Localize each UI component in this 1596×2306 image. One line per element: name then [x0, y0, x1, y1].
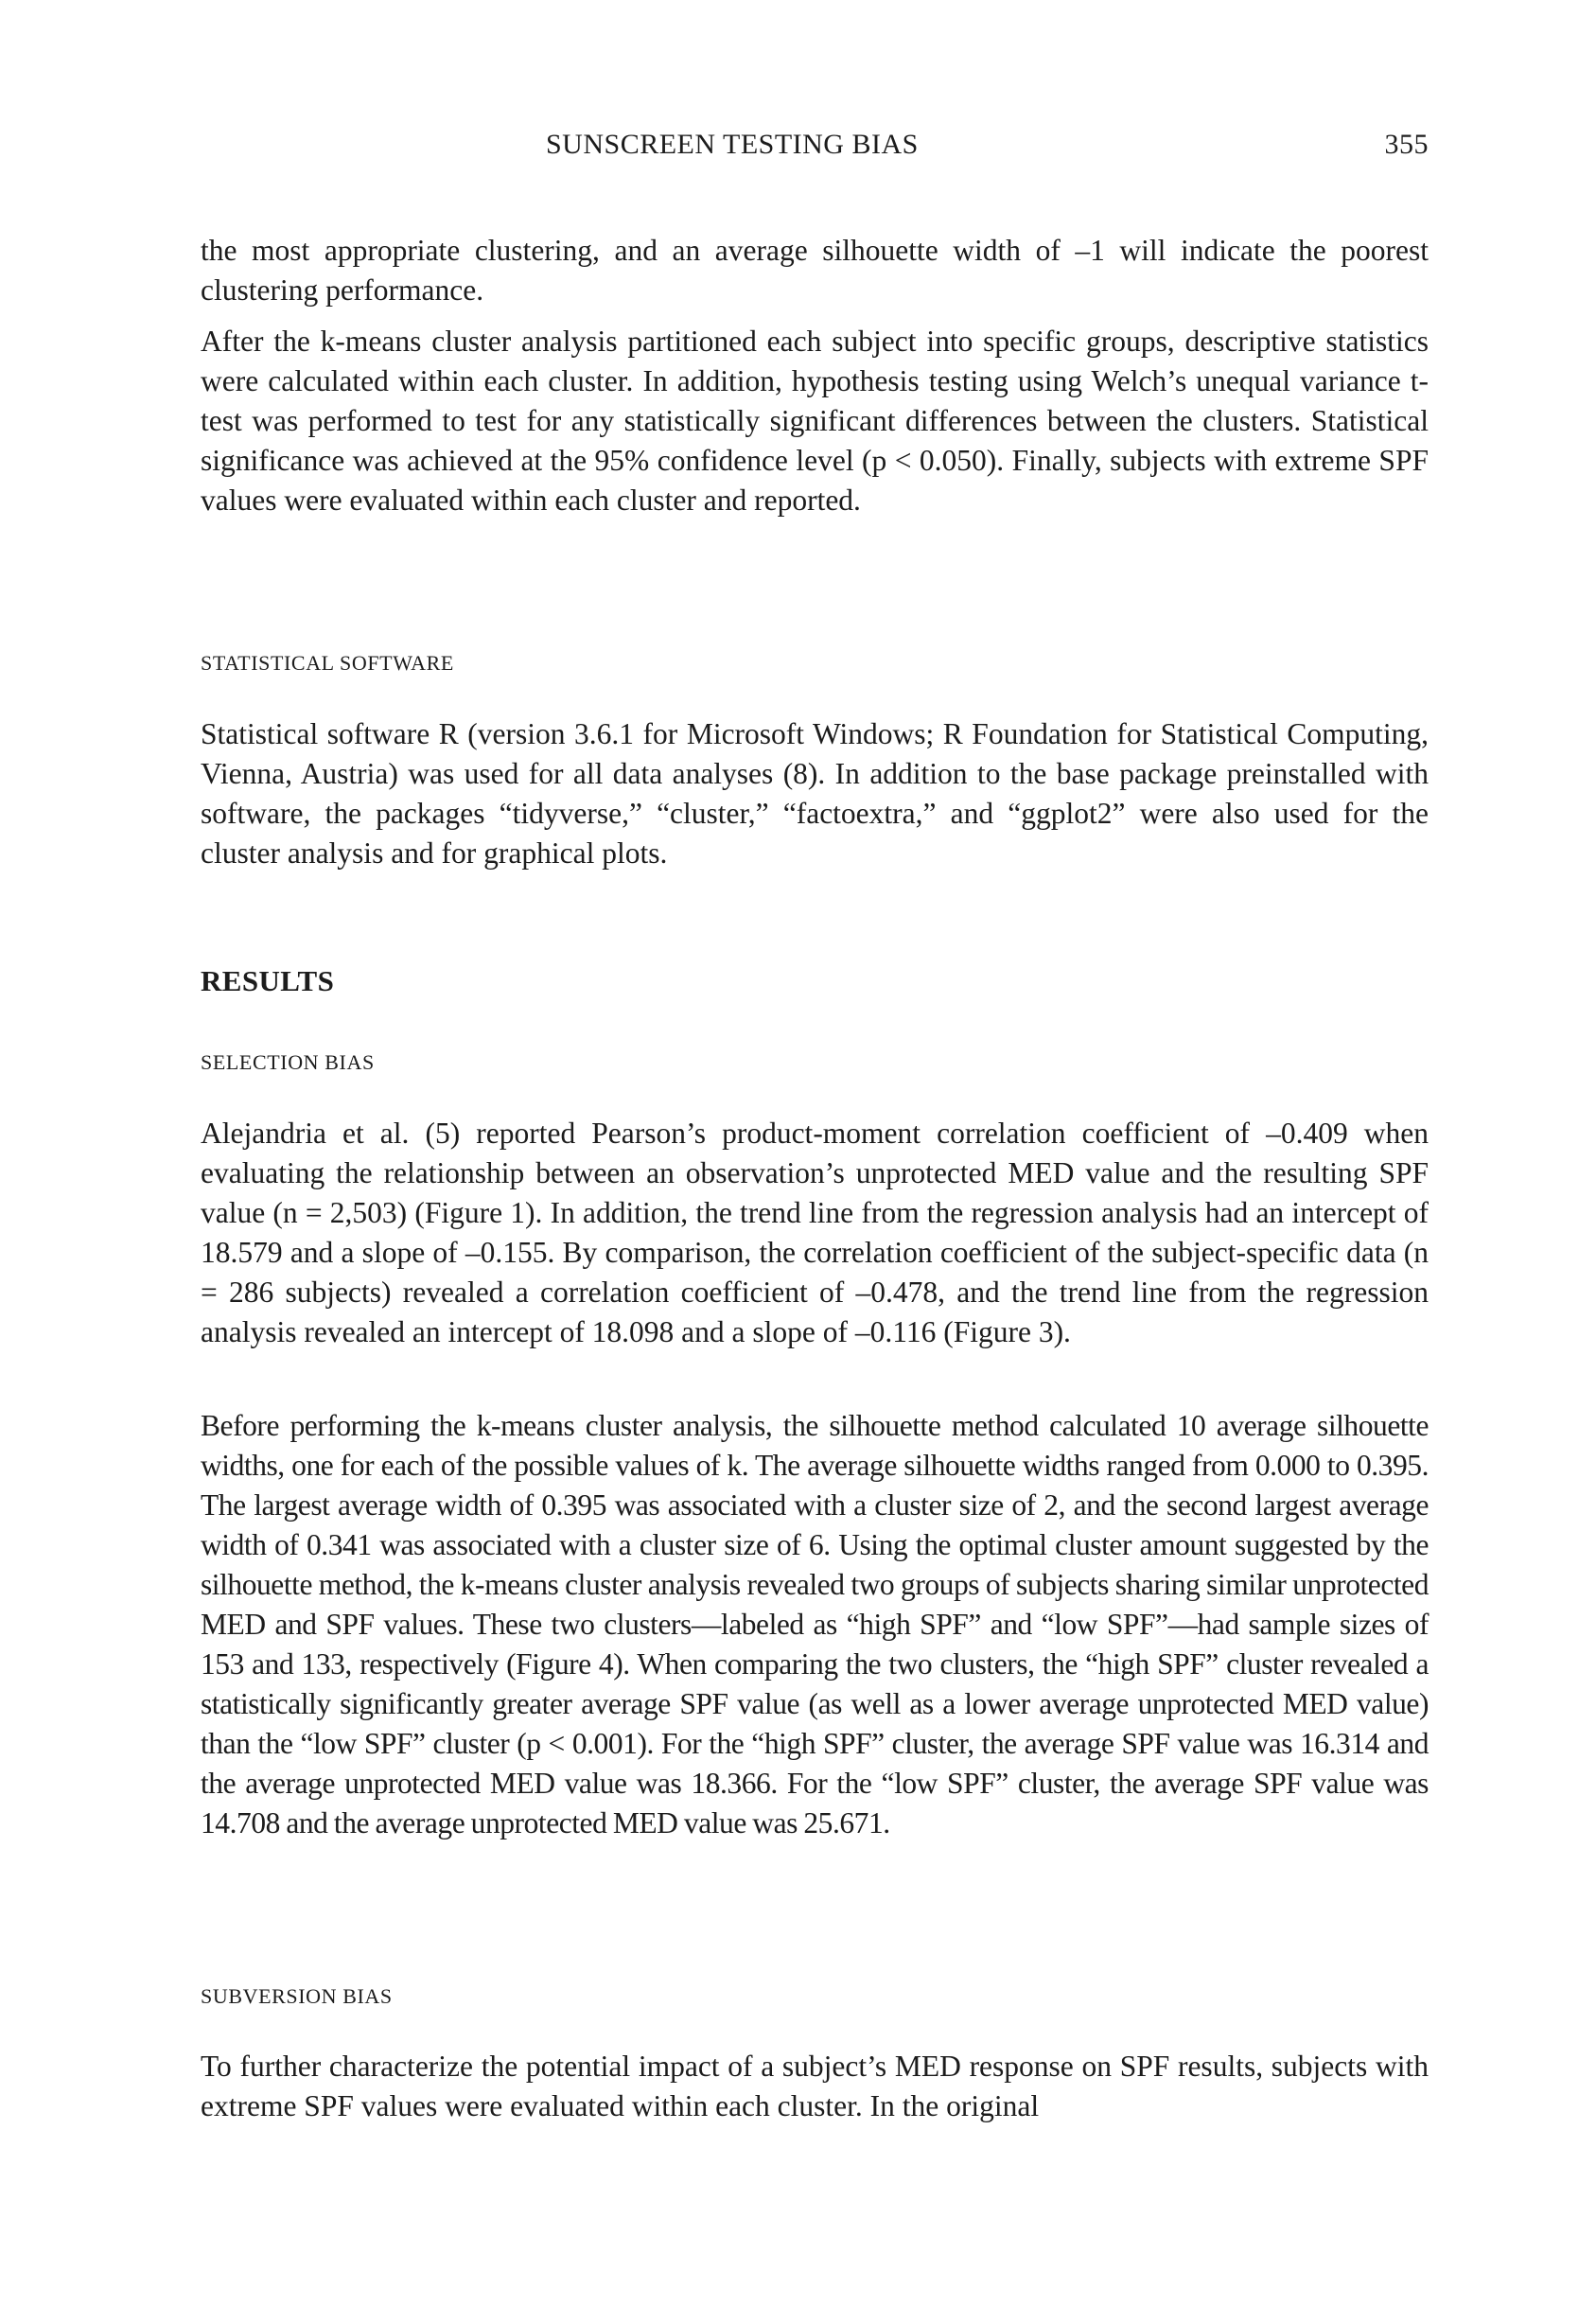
selection-bias-cluster-section [201, 1406, 1429, 1843]
subversion-bias-section [201, 2047, 1429, 2126]
page-number: 355 [1384, 129, 1429, 160]
paragraph: After the k-means cluster analysis partitioned each subject into specific groups, descriptive statistics were calculated within each cluster. In addition, hypothesis testing using Welch’s unequal variance t-test was performed to test for any statistically significant differences between the clusters. Statistical significance was achieved at the 95% confidence level (p < 0.050). Finally, subjects with extreme SPF values were evaluated within each cluster and reported. [201, 325, 1429, 517]
subsection-heading-statistical-software: STATISTICAL SOFTWARE [201, 651, 454, 675]
paragraph: Alejandria et al. (5) reported Pearson’s product-moment correlation coefficient of –0.409 when evaluating the relationship between an observation’s unprotected MED value and the resulting SPF value (n = 2,503) (Figure 1). In addition, the trend line from the regression analysis had an intercept of 18.579 and a slope of –0.155. By comparison, the correlation coefficient of the subject-specific data (n = 286 subjects) revealed a correlation coefficient of –0.478, and the trend line from the regression analysis revealed an intercept of 18.098 and a slope of –0.116 (Figure 3). [201, 1117, 1429, 1348]
selection-bias-section [201, 1114, 1429, 1352]
running-header [201, 129, 1429, 170]
paragraph: the most appropriate clustering, and an average silhouette width of –1 will indicate the poorest clustering performance. [201, 234, 1429, 307]
running-title: SUNSCREEN TESTING BIAS [546, 129, 919, 160]
statistical-software-section [201, 714, 1429, 873]
paragraph: To further characterize the potential impact of a subject’s MED response on SPF results, subjects with extreme SPF values were evaluated within each cluster. In the original [201, 2050, 1429, 2122]
paragraph: Before performing the k-means cluster analysis, the silhouette method calculated 10 average silhouette widths, one for each of the possible values of k. The average silhouette widths ranged from 0.000 to 0.395. The largest average width of 0.395 was associated with a cluster size of 2, and the second largest average width of 0.341 was associated with a cluster size of 6. Using the optimal cluster amount suggested by the silhouette method, the k-means cluster analysis revealed two groups of subjects sharing similar unprotected MED and SPF values. These two clusters—labeled as “high SPF” and “low SPF”—had sample sizes of 153 and 133, respectively (Figure 4). When comparing the two clusters, the “high SPF” cluster revealed a statistically significantly greater average SPF value (as well as a lower average unprotected MED value) than the “low SPF” cluster (p < 0.001). For the “high SPF” cluster, the average SPF value was 16.314 and the average unprotected MED value was 18.366. For the “low SPF” cluster, the average SPF value was 14.708 and the average unprotected MED value was 25.671. [201, 1409, 1429, 1840]
methods-continuation [201, 231, 1429, 520]
subsection-heading-selection-bias: SELECTION BIAS [201, 1050, 375, 1074]
section-heading-results: RESULTS [201, 964, 335, 997]
subsection-heading-subversion-bias: SUBVERSION BIAS [201, 1984, 393, 2008]
paragraph: Statistical software R (version 3.6.1 for Microsoft Windows; R Foundation for Statistical Computing, Vienna, Austria) was used for all data analyses (8). In addition to the base package preinstalled with software, the packages “tidyverse,” “cluster,” “factoextra,” and “ggplot2” were also used for the cluster analysis and for graphical plots. [201, 717, 1429, 870]
